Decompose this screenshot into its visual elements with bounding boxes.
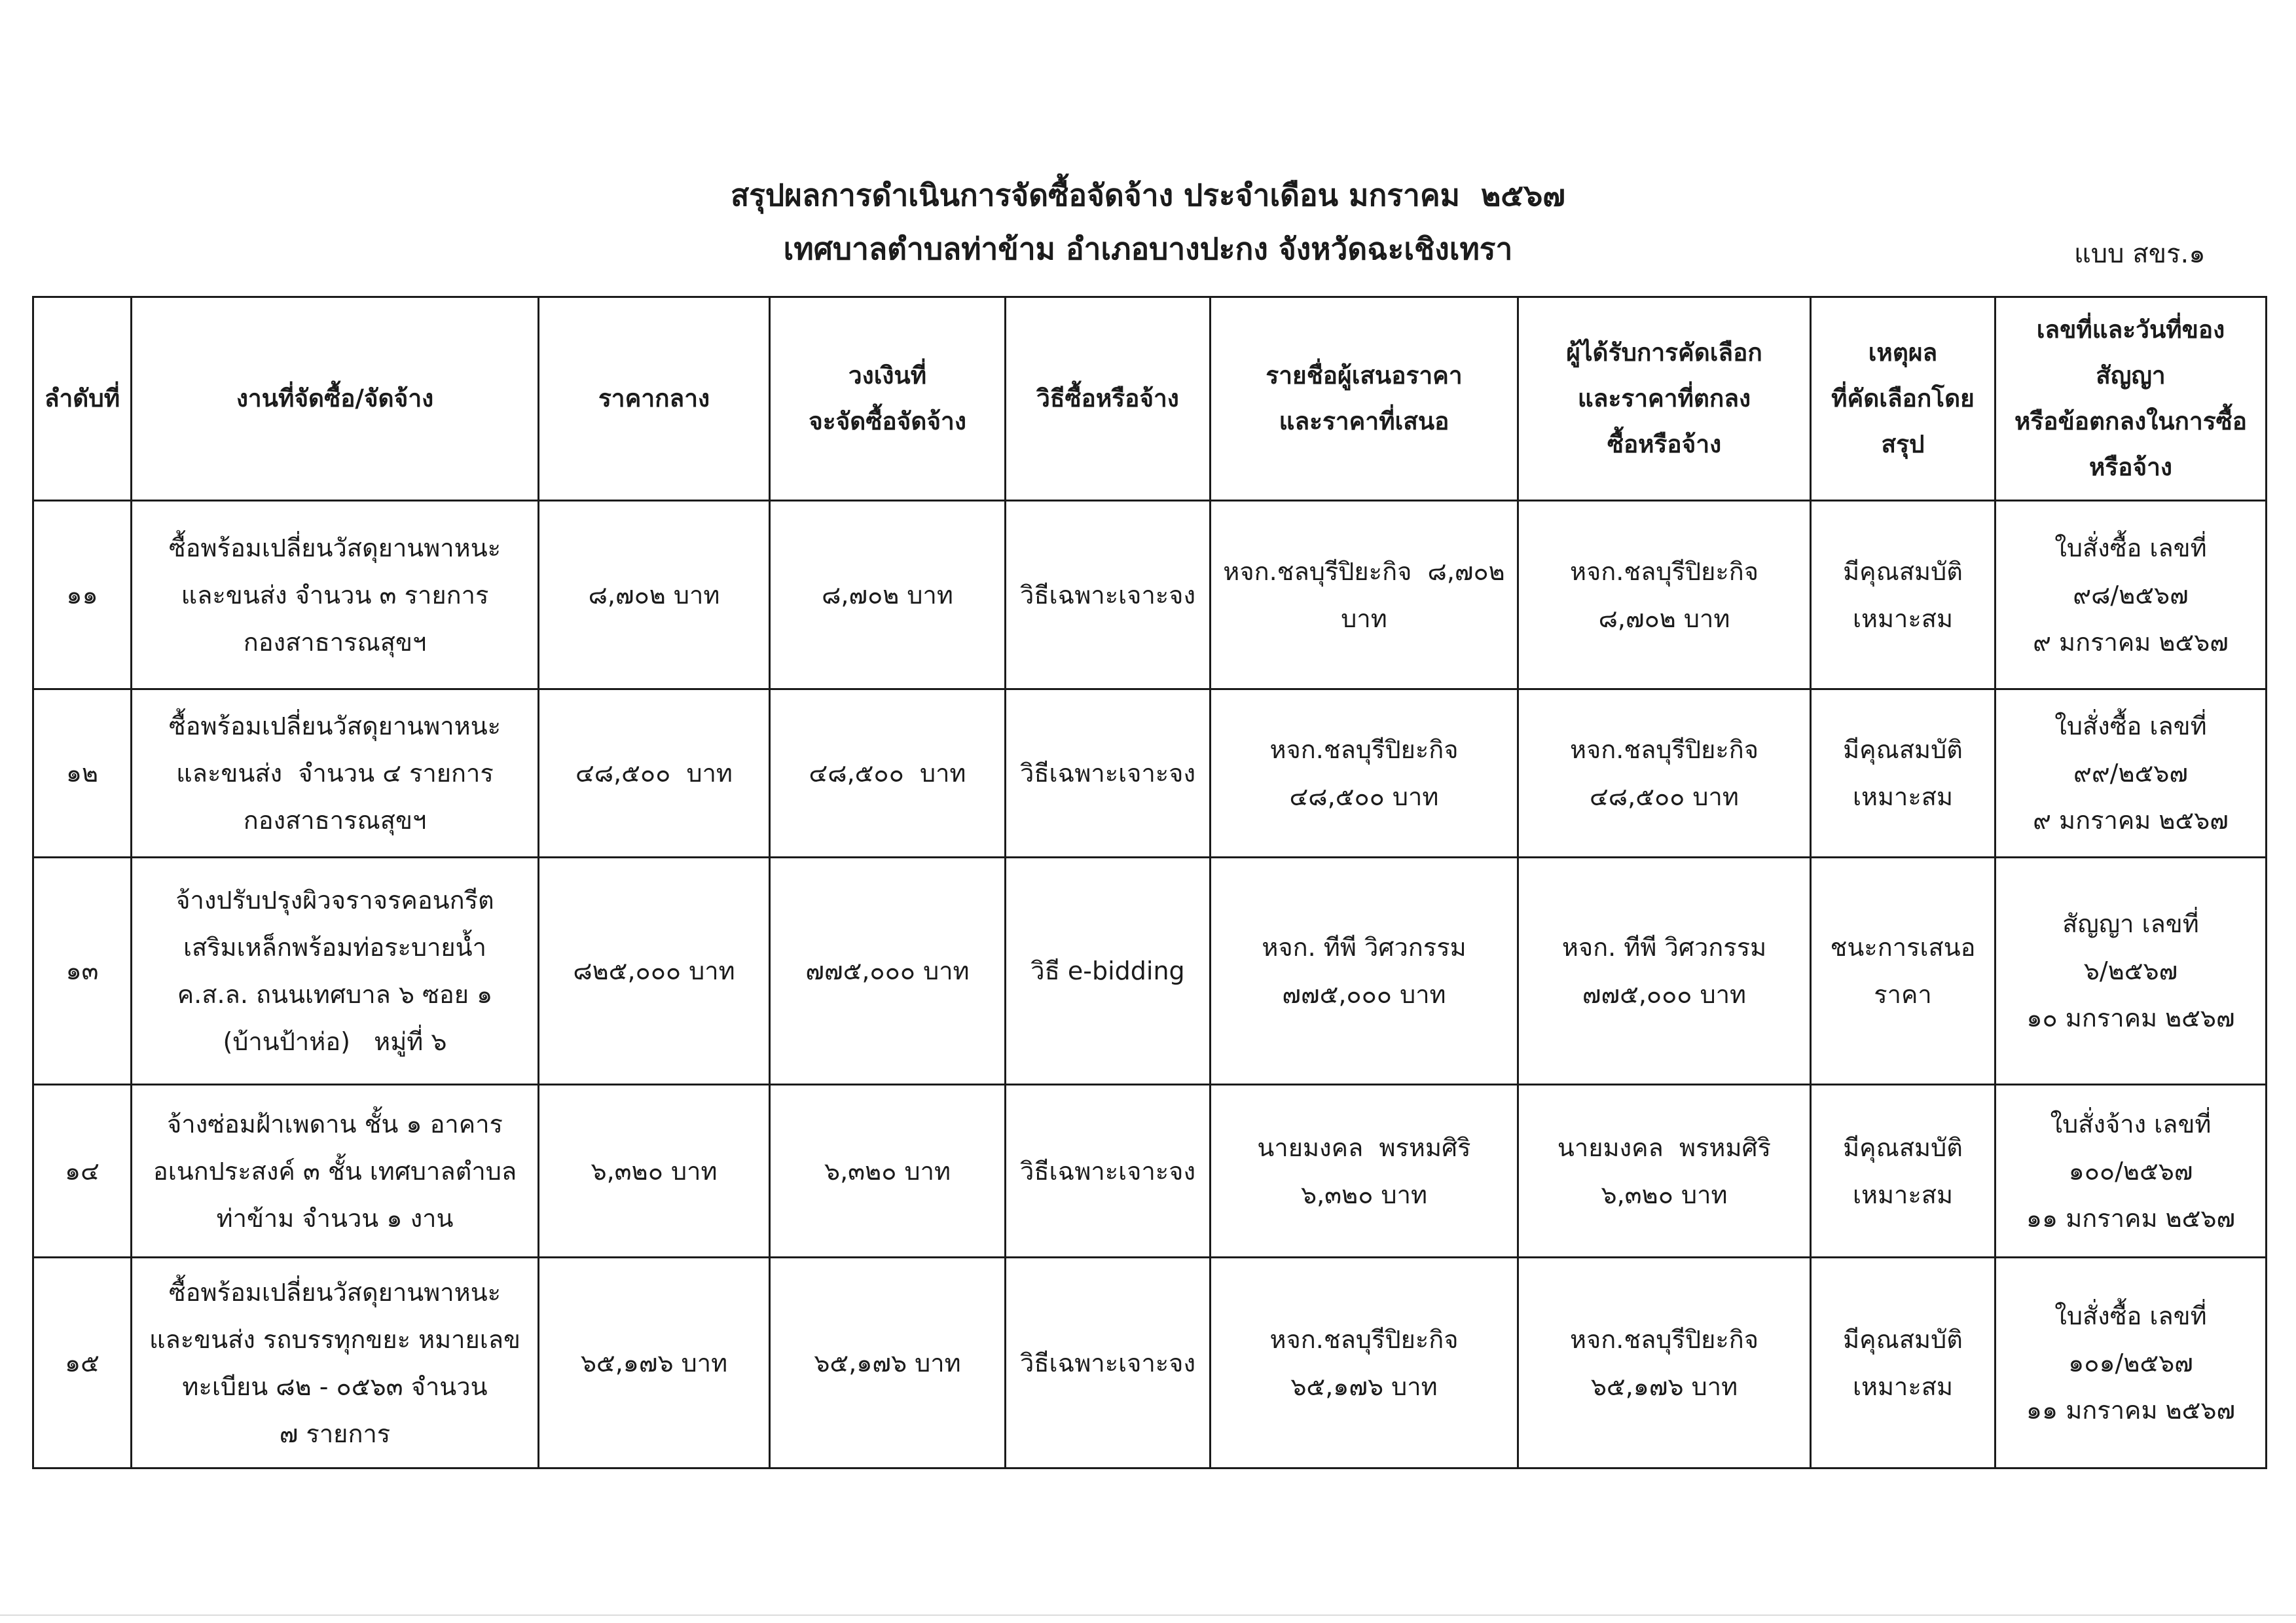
cell-bidders: [1211, 501, 1518, 689]
cell-line: ๑๐๑/๒๕๖๗: [2068, 1348, 2193, 1377]
cell-line: หจก. ทีพี วิศวกรรม: [1262, 933, 1467, 962]
header-contract: [1995, 297, 2267, 501]
header-line: วงเงินที่: [848, 361, 927, 390]
cell-line: ๗๗๕,๐๐๐ บาท: [1282, 980, 1446, 1009]
cell-line: หจก. ทีพี วิศวกรรม: [1561, 933, 1767, 962]
cell-line: หจก.ชลบุรีปิยะกิจ ๘,๗๐๒: [1223, 556, 1505, 586]
header-line: ราคากลาง: [598, 384, 710, 412]
cell-line: กองสาธารณสุขฯ: [243, 627, 427, 657]
cell-item: [132, 858, 539, 1085]
cell-line: ๗๗๕,๐๐๐ บาท: [805, 957, 970, 985]
cell-line: และขนส่ง รถบรรทุกขยะ หมายเลข: [149, 1324, 521, 1354]
cell-line: ๙ มกราคม ๒๕๖๗: [2033, 627, 2229, 657]
header-line: หรือข้อตกลงในการซื้อ: [2014, 407, 2247, 435]
cell-item: [132, 501, 539, 689]
header-selected: [1518, 297, 1811, 501]
cell-line: หจก.ชลบุรีปิยะกิจ: [1269, 735, 1459, 764]
header-line: รายชื่อผู้เสนอราคา: [1266, 361, 1463, 390]
cell-contract: [1995, 689, 2267, 858]
cell-line: เหมาะสม: [1852, 1372, 1954, 1401]
cell-line: ซื้อพร้อมเปลี่ยนวัสดุยานพาหนะ: [168, 533, 501, 562]
cell-reason: [1811, 1085, 1995, 1258]
cell-line: ใบสั่งจ้าง เลขที่: [2050, 1109, 2212, 1139]
cell-method: [1006, 689, 1211, 858]
table-row: [33, 501, 2267, 689]
cell-budget: [770, 1258, 1006, 1468]
cell-line: ใบสั่งซื้อ เลขที่: [2054, 712, 2207, 740]
document-subtitle: เทศบาลตำบลท่าข้าม อำเภอบางปะกง จังหวัดฉะเชิงเทรา: [783, 231, 1513, 266]
cell-line: ๖/๒๕๖๗: [2083, 957, 2178, 985]
cell-line: ๙๘/๒๕๖๗: [2073, 580, 2189, 610]
cell-line: ๙๙/๒๕๖๗: [2073, 759, 2188, 788]
cell-line: ๑๓: [65, 957, 99, 985]
cell-line: ใบสั่งซื้อ เลขที่: [2054, 1301, 2207, 1330]
cell-line: (บ้านป้าห่อ) หมู่ที่ ๖: [223, 1027, 447, 1056]
header-line: ที่คัดเลือกโดย: [1831, 384, 1975, 412]
cell-reason: [1811, 858, 1995, 1085]
cell-median-price: [539, 689, 770, 858]
cell-line: เหมาะสม: [1852, 1180, 1954, 1209]
header-line: สรุป: [1881, 430, 1925, 458]
cell-line: ๔๘,๕๐๐ บาท: [1289, 782, 1439, 811]
header-line: สัญญา: [2096, 361, 2166, 390]
cell-median-price: [539, 501, 770, 689]
header-line: และราคาที่ตกลง: [1577, 384, 1751, 412]
cell-budget: [770, 501, 1006, 689]
header-line: เลขที่และวันที่ของ: [2036, 316, 2225, 344]
cell-line: ๖๕,๑๗๖ บาท: [1290, 1372, 1438, 1401]
cell-line: ๑๑: [66, 580, 98, 610]
cell-no: [33, 501, 132, 689]
cell-line: ๘,๗๐๒ บาท: [1598, 604, 1730, 633]
cell-line: ชนะการเสนอ: [1830, 933, 1976, 962]
cell-median-price: [539, 1258, 770, 1468]
cell-method: [1006, 1258, 1211, 1468]
cell-median-price: [539, 1085, 770, 1258]
cell-line: ๑๒: [65, 759, 99, 788]
table-row: [33, 1258, 2267, 1468]
cell-item: [132, 689, 539, 858]
cell-line: วิธีเฉพาะเจาะจง: [1019, 1156, 1196, 1186]
cell-line: วิธีเฉพาะเจาะจง: [1019, 759, 1196, 788]
cell-line: เหมาะสม: [1852, 604, 1954, 633]
cell-line: ๑๑ มกราคม ๒๕๖๗: [2026, 1203, 2236, 1233]
cell-line: ๑๐๐/๒๕๖๗: [2068, 1156, 2193, 1186]
form-code-label: แบบ สขร.๑: [2074, 239, 2206, 269]
cell-line: ท่าข้าม จำนวน ๑ งาน: [216, 1203, 454, 1233]
cell-line: กองสาธารณสุขฯ: [243, 806, 427, 835]
cell-reason: [1811, 689, 1995, 858]
cell-line: ๑๑ มกราคม ๒๕๖๗: [2026, 1395, 2236, 1425]
cell-line: บาท: [1341, 604, 1387, 633]
header-line: และราคาที่เสนอ: [1279, 407, 1449, 435]
table-row: [33, 858, 2267, 1085]
cell-line: ๔๘,๕๐๐ บาท: [575, 759, 733, 788]
cell-line: มีคุณสมบัติ: [1843, 1133, 1963, 1162]
header-line: หรือจ้าง: [2088, 453, 2172, 481]
cell-median-price: [539, 858, 770, 1085]
cell-line: วิธีเฉพาะเจาะจง: [1019, 1348, 1196, 1377]
cell-line: ทะเบียน ๘๒ - ๐๕๖๓ จำนวน: [182, 1372, 488, 1401]
table-row: [33, 689, 2267, 858]
cell-selected: [1518, 689, 1811, 858]
cell-line: มีคุณสมบัติ: [1843, 556, 1963, 586]
cell-line: ค.ส.ล. ถนนเทศบาล ๖ ซอย ๑: [177, 980, 493, 1009]
cell-selected: [1518, 501, 1811, 689]
cell-line: หจก.ชลบุรีปิยะกิจ: [1569, 735, 1759, 764]
cell-line: หจก.ชลบุรีปิยะกิจ: [1269, 1324, 1459, 1354]
cell-line: ซื้อพร้อมเปลี่ยนวัสดุยานพาหนะ: [168, 1277, 501, 1307]
cell-line: นายมงคล พรหมศิริ: [1557, 1133, 1772, 1162]
cell-reason: [1811, 1258, 1995, 1468]
cell-line: ๔๘,๕๐๐ บาท: [1590, 782, 1739, 811]
header-line: เหตุผล: [1868, 338, 1938, 367]
cell-line: ๘,๗๐๒ บาท: [588, 580, 720, 610]
cell-budget: [770, 1085, 1006, 1258]
cell-line: จ้างปรับปรุงผิวจราจรคอนกรีต: [175, 886, 494, 915]
cell-line: มีคุณสมบัติ: [1843, 1324, 1963, 1354]
cell-line: ๔๘,๕๐๐ บาท: [809, 759, 966, 788]
cell-line: หจก.ชลบุรีปิยะกิจ: [1569, 1324, 1759, 1354]
cell-reason: [1811, 501, 1995, 689]
header-line: ผู้ได้รับการคัดเลือก: [1566, 338, 1762, 367]
cell-method: [1006, 501, 1211, 689]
header-line: ซื้อหรือจ้าง: [1607, 430, 1722, 458]
cell-line: วิธี e-bidding: [1030, 957, 1185, 985]
cell-no: [33, 1258, 132, 1468]
cell-contract: [1995, 858, 2267, 1085]
cell-item: [132, 1258, 539, 1468]
header-reason: [1811, 297, 1995, 501]
cell-line: เสริมเหล็กพร้อมท่อระบายน้ำ: [183, 933, 487, 962]
header-method: [1006, 297, 1211, 501]
cell-line: ๖,๓๒๐ บาท: [1300, 1180, 1427, 1209]
procurement-summary-table: [32, 296, 2267, 1469]
cell-bidders: [1211, 858, 1518, 1085]
cell-method: [1006, 1085, 1211, 1258]
cell-line: วิธีเฉพาะเจาะจง: [1019, 580, 1196, 610]
header-line: จะจัดซื้อจัดจ้าง: [809, 407, 966, 435]
cell-line: ๖๕,๑๗๖ บาท: [1590, 1372, 1738, 1401]
cell-line: และขนส่ง จำนวน ๓ รายการ: [181, 580, 489, 610]
cell-line: ๑๔: [65, 1156, 100, 1186]
cell-line: ๘๒๕,๐๐๐ บาท: [573, 957, 735, 985]
cell-line: จ้างซ่อมฝ้าเพดาน ชั้น ๑ อาคาร: [167, 1109, 503, 1139]
cell-line: ๑๐ มกราคม ๒๕๖๗: [2026, 1004, 2235, 1032]
cell-line: อเนกประสงค์ ๓ ชั้น เทศบาลตำบล: [153, 1156, 517, 1186]
cell-selected: [1518, 1258, 1811, 1468]
document-title: สรุปผลการดำเนินการจัดซื้อจัดจ้าง ประจำเดือน มกราคม ๒๕๖๗: [731, 177, 1565, 213]
table-header-row: [33, 297, 2267, 501]
cell-line: หจก.ชลบุรีปิยะกิจ: [1569, 556, 1759, 586]
cell-no: [33, 689, 132, 858]
cell-bidders: [1211, 1258, 1518, 1468]
cell-budget: [770, 689, 1006, 858]
header-median-price: [539, 297, 770, 501]
cell-contract: [1995, 1258, 2267, 1468]
cell-line: ๗๗๕,๐๐๐ บาท: [1582, 980, 1747, 1009]
cell-line: และขนส่ง จำนวน ๔ รายการ: [176, 759, 494, 788]
cell-no: [33, 1085, 132, 1258]
cell-line: ราคา: [1874, 980, 1932, 1009]
cell-bidders: [1211, 689, 1518, 858]
cell-budget: [770, 858, 1006, 1085]
cell-line: เหมาะสม: [1852, 782, 1954, 811]
cell-line: สัญญา เลขที่: [2062, 909, 2199, 938]
cell-line: ๖,๓๒๐ บาท: [591, 1156, 718, 1186]
header-line: ลำดับที่: [44, 384, 120, 412]
cell-line: ๑๕: [65, 1348, 100, 1377]
header-bidders: [1211, 297, 1518, 501]
cell-line: ๗ รายการ: [279, 1419, 391, 1448]
cell-line: นายมงคล พรหมศิริ: [1257, 1133, 1471, 1162]
cell-line: ๘,๗๐๒ บาท: [822, 580, 953, 610]
header-item: [132, 297, 539, 501]
table-row: [33, 1085, 2267, 1258]
cell-line: มีคุณสมบัติ: [1843, 735, 1963, 764]
header-budget: [770, 297, 1006, 501]
cell-line: ๖๕,๑๗๖ บาท: [814, 1348, 961, 1377]
header-no: [33, 297, 132, 501]
cell-method: [1006, 858, 1211, 1085]
header-line: วิธีซื้อหรือจ้าง: [1036, 384, 1179, 412]
cell-selected: [1518, 858, 1811, 1085]
cell-line: ใบสั่งซื้อ เลขที่: [2054, 533, 2207, 562]
cell-item: [132, 1085, 539, 1258]
cell-selected: [1518, 1085, 1811, 1258]
cell-bidders: [1211, 1085, 1518, 1258]
scan-edge-line: [0, 1614, 2296, 1616]
cell-contract: [1995, 1085, 2267, 1258]
cell-line: ๖,๓๒๐ บาท: [824, 1156, 951, 1186]
cell-line: ซื้อพร้อมเปลี่ยนวัสดุยานพาหนะ: [168, 712, 501, 740]
cell-line: ๖๕,๑๗๖ บาท: [580, 1348, 728, 1377]
cell-line: ๖,๓๒๐ บาท: [1601, 1180, 1728, 1209]
header-line: งานที่จัดซื้อ/จัดจ้าง: [236, 384, 434, 412]
cell-contract: [1995, 501, 2267, 689]
cell-no: [33, 858, 132, 1085]
cell-line: ๙ มกราคม ๒๕๖๗: [2033, 806, 2229, 835]
